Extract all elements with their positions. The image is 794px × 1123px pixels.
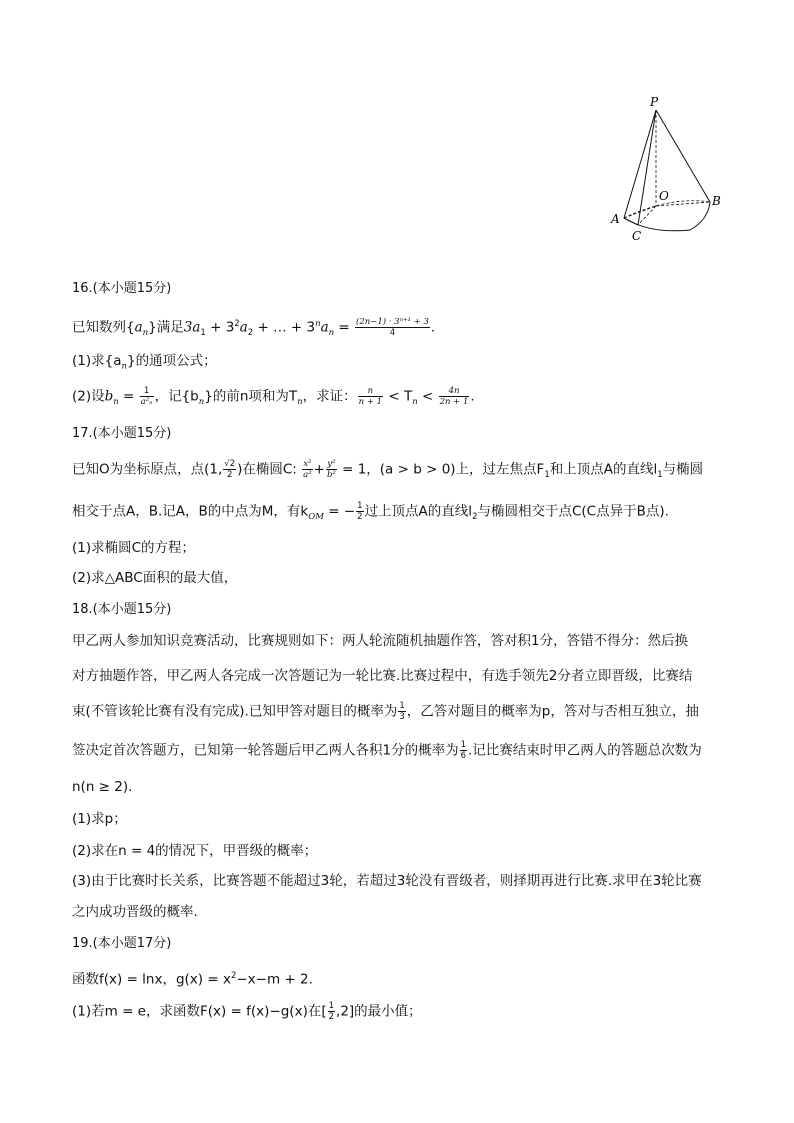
- q18-part3-line2: 之内成功晋级的概率.: [72, 904, 198, 920]
- segment-AC: [624, 218, 638, 225]
- q18-stem-line1: 甲乙两人参加知识竞赛活动，比赛规则如下：两人轮流随机抽题作答，答对积1分，答错不得分：然后换: [72, 633, 689, 649]
- q18-heading: 18.(本小题15分): [72, 602, 172, 617]
- label-A: A: [611, 212, 620, 226]
- q19-heading: 19.(本小题17分): [72, 936, 172, 951]
- q19-stem: 函数f(x) = lnx，$g(x) = x^2-x-m + 2$.: [72, 971, 313, 988]
- segment-AO: [624, 206, 656, 218]
- q16-heading: 16.(本小题15分): [72, 281, 172, 296]
- q18-stem-line5: n(n ≥ 2).: [72, 779, 133, 795]
- cone-base-front-arc: [624, 202, 710, 231]
- q16-part2: (2)设$b_n$ = $\frac{1}{\text{a²ₙ}}$ ，记$\{b_n\}$的前n项和为$T_n$，求证： $\frac{n}{n + 1}$ < $T_n$ < $\frac{4n}{2n + 1}$ .: [72, 386, 475, 408]
- q19-part1: (1)若m = e，求函数F(x) = f(x)−g(x)在[ $\frac{1}{2}$ ,2]的最小值；: [72, 1001, 422, 1022]
- q17-part2: (2)求△ABC面积的最大值，: [72, 570, 238, 586]
- cone-figure: [600, 92, 740, 252]
- q16-stem: 已知数列$\{a_n\}$满足$3a_1 + 3^2a_2$ + … + $3^na_n$ = $\frac{\text{(2n−1) · 3ⁿ⁺¹ + 3}}{4}$ .: [72, 317, 436, 339]
- edge-PC: [638, 110, 656, 225]
- q18-part3-line1: (3)由于比赛时长关系，比赛答题不能超过3轮，若超过3轮没有晋级者，则择期再进行比赛.求甲在3轮比赛: [72, 873, 702, 889]
- q17-stem-line1: 已知O为坐标原点，点(1, $\frac{√2}{2}$ )在椭圆C: $\frac{\text{x²}}{\text{a²}}$ + $\frac{\text{y²}}{\text{b²}}$ = 1，(a > b > 0)上，过左焦点$F_1$和上顶点A的直线$l_1$与椭圆: [72, 459, 704, 481]
- q18-stem-line3: 束(不管该轮比赛有没有完成).已知甲答对题目的概率为 $\frac{1}{3}$ ，乙答对题目的概率为p，答对与否相互独立，抽: [72, 701, 699, 722]
- label-B: B: [712, 194, 721, 208]
- q18-part1: (1)求p；: [72, 811, 127, 827]
- q18-part2: (2)求在n = 4的情况下，甲晋级的概率；: [72, 843, 318, 859]
- q18-stem-line2: 对方抽题作答，甲乙两人各完成一次答题记为一轮比赛.比赛过程中，有选手领先2分者立即晋级，比赛结: [72, 668, 693, 684]
- label-O: O: [659, 189, 669, 203]
- label-P: P: [650, 95, 659, 109]
- q17-stem-line2: 相交于点A，B.记A，B的中点为M，有$k_{OM}$ = − $\frac{1}{2}$ 过上顶点A的直线$l_2$与椭圆相交于点C(C点异于B点).: [72, 501, 669, 523]
- q18-stem-line4: 签决定首次答题方，已知第一轮答题后甲乙两人各积1分的概率为 $\frac{1}{6}$ .记比赛结束时甲乙两人的答题总次数为: [72, 740, 702, 761]
- q16-stem-fraction: $\frac{\text{(2n−1) · 3ⁿ⁺¹ + 3}}{4}$: [356, 317, 429, 338]
- q16-part1: (1)求$\{a_n\}$的通项公式；: [72, 353, 217, 372]
- q17-part1: (1)求椭圆C的方程；: [72, 540, 196, 556]
- label-C: C: [632, 229, 642, 243]
- edge-PA: [624, 110, 656, 218]
- q17-heading: 17.(本小题15分): [72, 426, 172, 441]
